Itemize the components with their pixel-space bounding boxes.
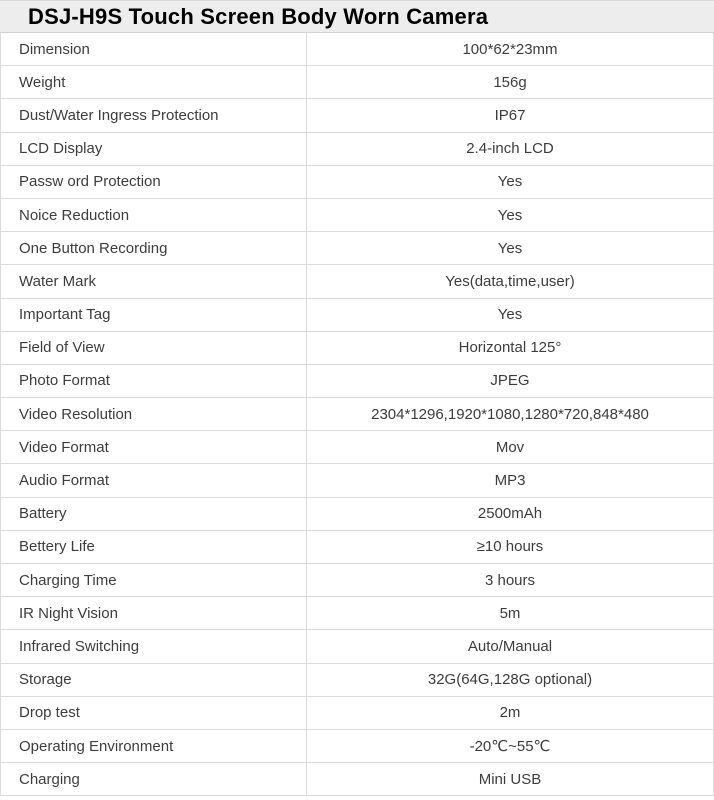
table-row	[1, 199, 713, 232]
table-row	[1, 232, 713, 265]
spec-label-cell: Storage	[1, 664, 307, 696]
table-row	[1, 133, 713, 166]
spec-value-cell: Mini USB	[478, 770, 542, 788]
table-row	[1, 763, 713, 796]
spec-label-cell: Photo Format	[1, 365, 307, 397]
table-row	[1, 265, 713, 298]
table-row	[1, 66, 713, 99]
spec-label-cell: IR Night Vision	[1, 597, 307, 629]
spec-value-cell: Auto/Manual	[467, 637, 553, 655]
spec-label-cell: Audio Format	[1, 464, 307, 496]
spec-label-cell: Video Resolution	[1, 398, 307, 430]
spec-value-cell: Yes	[497, 173, 523, 191]
spec-label-cell: Operating Environment	[1, 730, 307, 762]
spec-value-cell: 5m	[499, 604, 521, 622]
table-row	[1, 498, 713, 531]
spec-label-cell: Bettery Life	[1, 531, 307, 563]
table-row	[1, 531, 713, 564]
table-row	[1, 464, 713, 497]
spec-label-cell: Noice Reduction	[1, 199, 307, 231]
spec-label-cell: Charging	[1, 763, 307, 795]
spec-label-cell: Important Tag	[1, 299, 307, 331]
table-row	[1, 332, 713, 365]
table-row	[1, 33, 713, 66]
table-row	[1, 730, 713, 763]
spec-value-cell: Mov	[495, 438, 525, 456]
table-row	[1, 431, 713, 464]
table-row	[1, 99, 713, 132]
spec-value-cell: Horizontal 125°	[458, 339, 562, 357]
spec-label-cell: Field of View	[1, 332, 307, 364]
spec-value-cell: 2m	[499, 704, 521, 722]
spec-label-cell: Battery	[1, 498, 307, 530]
table-row	[1, 664, 713, 697]
table-row	[1, 299, 713, 332]
table-row	[1, 166, 713, 199]
spec-value-cell: Yes(data,time,user)	[445, 272, 575, 290]
table-row	[1, 697, 713, 730]
spec-label-cell: LCD Display	[1, 133, 307, 165]
spec-value-cell: 2304*1296,1920*1080,1280*720,848*480	[371, 405, 649, 423]
spec-label-cell: Infrared Switching	[1, 630, 307, 662]
spec-value-cell: 2.4-inch LCD	[466, 140, 554, 158]
spec-value-cell: Yes	[497, 306, 523, 324]
spec-label-cell: Weight	[1, 66, 307, 98]
spec-label-cell: One Button Recording	[1, 232, 307, 264]
table-row	[1, 630, 713, 663]
table-row	[1, 365, 713, 398]
spec-value-cell: Yes	[497, 239, 523, 257]
spec-label-cell: Video Format	[1, 431, 307, 463]
spec-value-cell: -20℃~55℃	[469, 738, 551, 756]
spec-value-cell: IP67	[494, 106, 526, 124]
spec-label-cell: Drop test	[1, 697, 307, 729]
spec-label-cell: Dust/Water Ingress Protection	[1, 99, 307, 131]
spec-value-cell: MP3	[494, 472, 526, 490]
spec-value-cell: Yes	[497, 206, 523, 224]
spec-table	[0, 33, 714, 796]
spec-value-cell: 156g	[493, 73, 527, 91]
spec-value-cell: 2500mAh	[477, 505, 543, 523]
spec-label-cell: Water Mark	[1, 265, 307, 297]
spec-label-cell: Passw ord Protection	[1, 166, 307, 198]
table-row	[1, 398, 713, 431]
spec-value-cell: JPEG	[490, 372, 530, 390]
spec-value-cell: 32G(64G,128G optional)	[427, 671, 593, 689]
spec-value-cell: ≥10 hours	[476, 538, 544, 556]
spec-value-cell: 3 hours	[484, 571, 536, 589]
spec-value-cell: 100*62*23mm	[462, 40, 558, 58]
table-row	[1, 564, 713, 597]
table-row	[1, 597, 713, 630]
spec-label-cell: Dimension	[1, 33, 307, 65]
spec-label-cell: Charging Time	[1, 564, 307, 596]
page-title: DSJ-H9S Touch Screen Body Worn Camera	[0, 0, 714, 33]
